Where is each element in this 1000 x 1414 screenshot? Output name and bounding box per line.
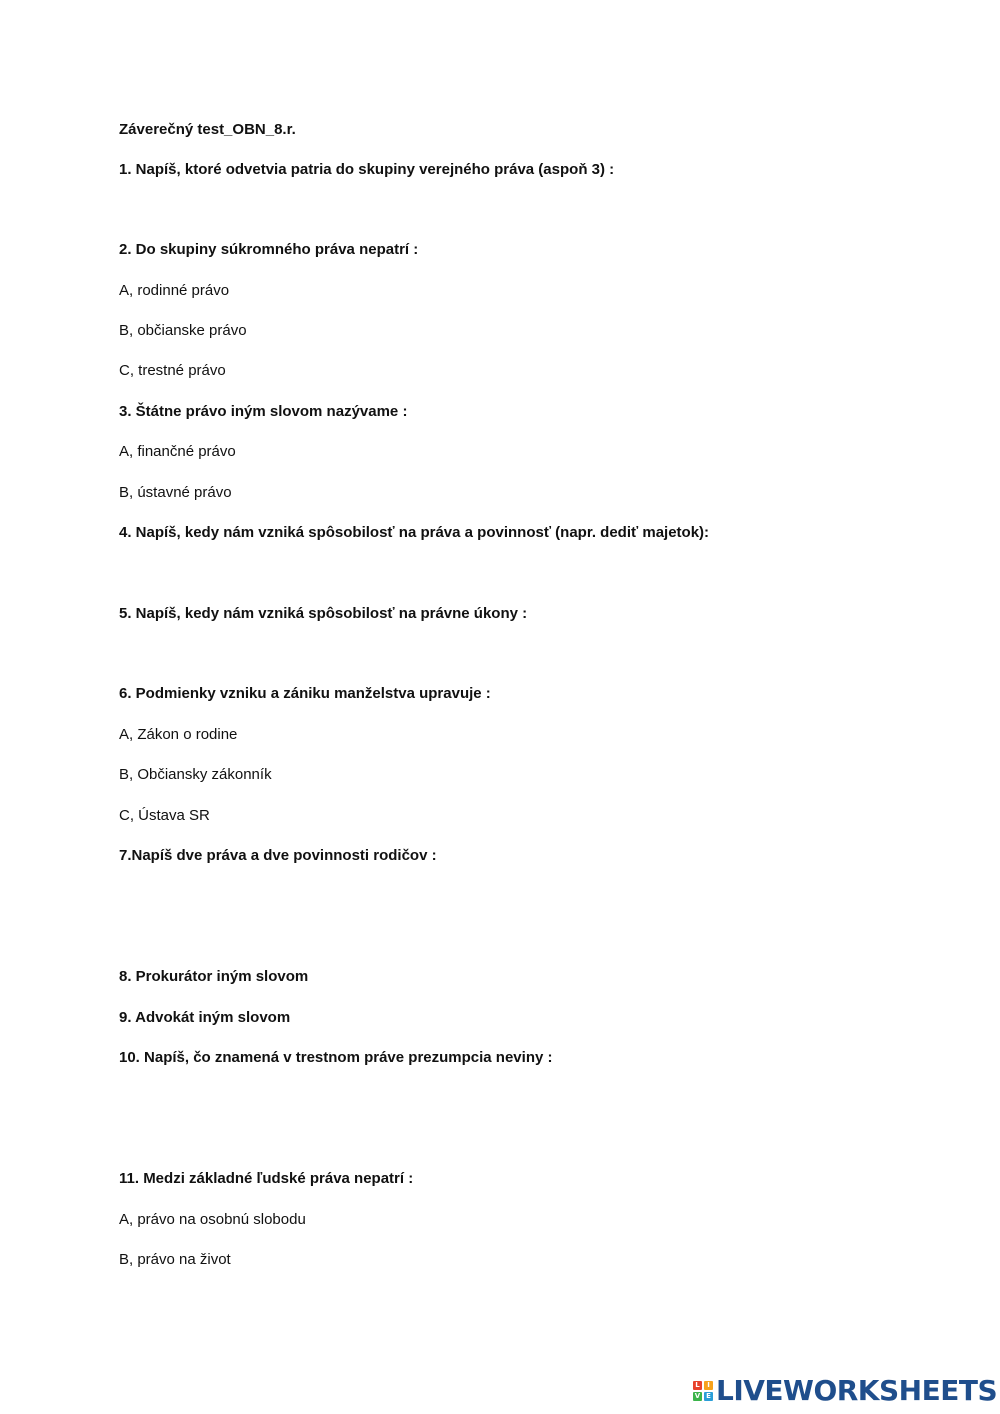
question-10: 10. Napíš, čo znamená v trestnom práve prezumpcia neviny : — [119, 1049, 553, 1066]
question-11-option-b: B, právo na život — [119, 1251, 231, 1268]
question-6-option-c: C, Ústava SR — [119, 807, 210, 824]
question-2-option-c: C, trestné právo — [119, 362, 226, 379]
question-2-option-b: B, občianske právo — [119, 322, 247, 339]
question-11-option-a: A, právo na osobnú slobodu — [119, 1211, 306, 1228]
liveworksheets-logo[interactable] — [693, 1374, 997, 1408]
logo-block-i: I — [704, 1381, 713, 1390]
question-9: 9. Advokát iným slovom — [119, 1009, 291, 1026]
question-2-option-a: A, rodinné právo — [119, 282, 230, 299]
logo-text: LIVEWORKSHEETS — [716, 1374, 998, 1407]
question-3-option-a: A, finančné právo — [119, 443, 236, 460]
question-4: 4. Napíš, kedy nám vzniká spôsobilosť na práva a povinnosť (napr. dediť majetok): — [119, 524, 710, 541]
question-8: 8. Prokurátor iným slovom — [119, 968, 309, 985]
logo-block-v: V — [694, 1392, 701, 1400]
logo-block-l: L — [693, 1381, 702, 1390]
question-11: 11. Medzi základné ľudské práva nepatrí : — [119, 1170, 414, 1187]
question-3-option-b: B, ústavné právo — [119, 484, 232, 501]
question-6-option-b: B, Občiansky zákonník — [119, 766, 272, 783]
logo-block-e: E — [704, 1392, 713, 1401]
question-2: 2. Do skupiny súkromného práva nepatrí : — [119, 241, 419, 258]
logo-icon — [693, 1381, 713, 1401]
question-7: 7.Napíš dve práva a dve povinnosti rodičov : — [119, 847, 437, 864]
document-title: Záverečný test_OBN_8.r. — [119, 121, 296, 138]
question-3: 3. Štátne právo iným slovom nazývame : — [119, 403, 408, 420]
question-6: 6. Podmienky vzniku a zániku manželstva upravuje : — [119, 685, 491, 702]
question-1: 1. Napíš, ktoré odvetvia patria do skupiny verejného práva (aspoň 3) : — [119, 161, 615, 178]
question-6-option-a: A, Zákon o rodine — [119, 726, 238, 743]
question-5: 5. Napíš, kedy nám vzniká spôsobilosť na právne úkony : — [119, 605, 528, 622]
